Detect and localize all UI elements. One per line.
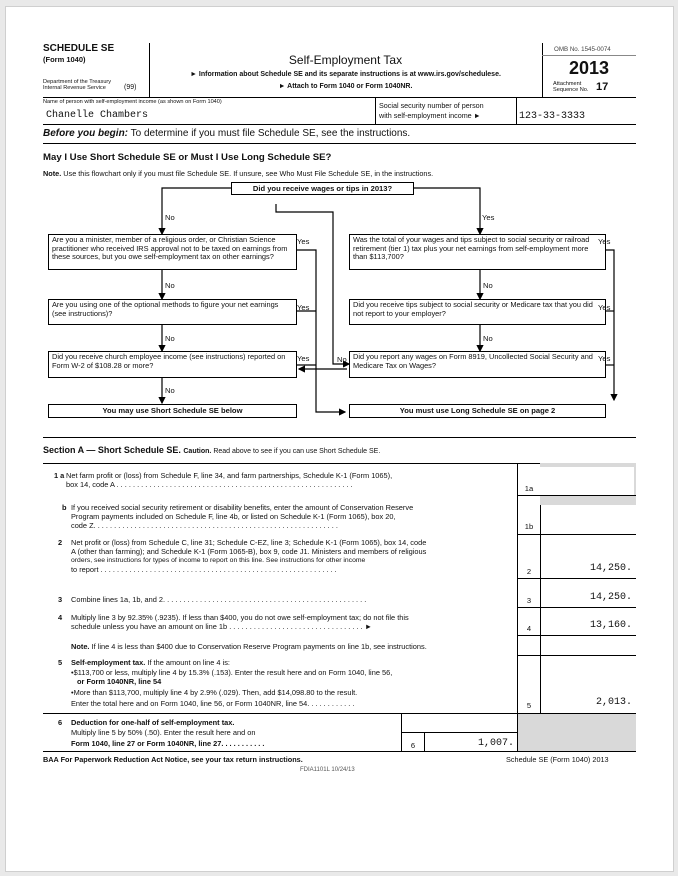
name-label: Name of person with self-employment income (as shown on Form 1040) xyxy=(43,99,222,105)
omb-number: OMB No. 1545-0074 xyxy=(554,46,611,53)
line2-box: 2 xyxy=(526,567,532,576)
question-minister: Are you a minister, member of a religious order, or Christian Science practitioner who received IRS approval not to be taxed on earnings from these sources, but you owe self-employment tax on other earnings? xyxy=(48,234,297,270)
line1a-amount-field[interactable] xyxy=(540,467,634,495)
top-yes-label: Yes xyxy=(482,213,495,222)
line1a-box: 1a xyxy=(524,484,534,493)
attachment-label: Attachment xyxy=(553,81,582,87)
line2-text4: to report . . . . . . . . . . . . . . . . . . . . . . . . . . . . . . . . . . . . . . . . . . . . . . . . . . . . . . . . . . xyxy=(71,566,337,574)
tips-no-label: No xyxy=(483,334,493,343)
question-wages-tips: Did you receive wages or tips in 2013? xyxy=(231,182,414,195)
wages-yes-label: Yes xyxy=(598,237,611,246)
footer-form-id: Schedule SE (Form 1040) 2013 xyxy=(506,755,609,764)
top-no-label: No xyxy=(165,213,175,222)
result-long-schedule: You must use Long Schedule SE on page 2 xyxy=(349,404,606,418)
optional-yes-label: Yes xyxy=(297,303,310,312)
line6-text1: Multiply line 5 by 50% (.50). Enter the result here and on xyxy=(71,728,256,737)
question-form-8919: Did you report any wages on Form 8919, Uncollected Social Security and Medicare Tax on Wages? xyxy=(349,351,606,378)
minister-yes-label: Yes xyxy=(297,237,310,246)
info-line: ► Information about Schedule SE and its separate instructions is at www.irs.gov/schedulese. xyxy=(190,71,501,78)
line5-number: 5 xyxy=(58,658,63,667)
line5-bullet2: •More than $113,700, multiply line 4 by 2.9% (.029). Then, add $14,098.80 to the result. xyxy=(71,689,358,697)
form-subtitle: (Form 1040) xyxy=(43,55,86,64)
line6-amount-field[interactable]: 1,007. xyxy=(477,738,514,749)
line3-text: Combine lines 1a, 1b, and 2. . . . . . . . . . . . . . . . . . . . . . . . . . . . . . . . . . . . . . . . . . . . . . . . . . xyxy=(71,596,367,604)
line5-title: Self-employment tax. xyxy=(71,658,146,667)
line1b-amount-field[interactable] xyxy=(541,507,635,533)
line1b-text1: If you received social security retirement or disability benefits, enter the amount of Conservation Reserve xyxy=(71,504,414,512)
line5-text1: If the amount on line 4 is: xyxy=(145,658,230,667)
line1a-text2: box 14, code A . . . . . . . . . . . . . . . . . . . . . . . . . . . . . . . . . . . . . . . . . . . . . . . . . . . . . . . . . . xyxy=(66,481,353,489)
line1b-number: b xyxy=(62,503,67,512)
footer-code: FDIA1101L 10/24/13 xyxy=(300,767,355,773)
question-total-wages: Was the total of your wages and tips subject to social security or railroad retirement (tier 1) tax plus your net earnings from self-employment more than $113,700? xyxy=(349,234,606,270)
line4-box: 4 xyxy=(526,624,532,633)
line5-bullet1b: or Form 1040NR, line 54 xyxy=(77,677,162,686)
caution-label: Caution. xyxy=(183,448,212,455)
question-tips: Did you receive tips subject to social security or Medicare tax that you did not report to your employer? xyxy=(349,299,606,325)
line5-amount-field[interactable]: 2,013. xyxy=(595,697,632,708)
section-a-title: Section A — Short Schedule SE. xyxy=(43,445,181,455)
dept-code: (99) xyxy=(124,84,137,91)
line1b-text2: Program payments included on Schedule F, line 4b, or listed on Schedule K-1 (Form 1065), box 20, xyxy=(71,513,396,521)
line4-number: 4 xyxy=(58,613,63,622)
main-title: Self-Employment Tax xyxy=(288,53,403,67)
line4-amount-field[interactable]: 13,160. xyxy=(589,620,632,631)
before-label: Before you begin: xyxy=(43,128,129,139)
optional-no-label: No xyxy=(165,334,175,343)
ssn-label1: Social security number of person xyxy=(379,101,484,110)
question-optional-methods: Are you using one of the optional methods to figure your net earnings (see instructions)? xyxy=(48,299,297,325)
note-label: Note. xyxy=(43,169,62,178)
shaded-area-line6 xyxy=(518,714,636,751)
note4-label: Note. xyxy=(71,643,90,651)
dept-line1: Department of the Treasury xyxy=(43,79,112,85)
line6-box: 6 xyxy=(410,741,416,750)
line6-number: 6 xyxy=(58,718,63,727)
church-yes-label: Yes xyxy=(297,354,310,363)
line5-heading xyxy=(71,659,514,668)
line4-text1: Multiply line 3 by 92.35% (.9235). If less than $400, you do not owe self-employment tax; do not file this xyxy=(71,614,409,622)
line3-number: 3 xyxy=(58,595,63,604)
dept-line2: Internal Revenue Service xyxy=(43,85,106,91)
line1b-box: 1b xyxy=(524,522,534,531)
line3-amount-field[interactable]: 14,250. xyxy=(589,592,632,603)
note4-text: If line 4 is less than $400 due to Conservation Reserve Program payments on line 1b, see instructions. xyxy=(89,643,427,651)
result-short-schedule: You may use Short Schedule SE below xyxy=(48,404,297,418)
ssn-field[interactable]: 123-33-3333 xyxy=(519,111,586,122)
form8919-no-label: No xyxy=(337,355,347,364)
line2-number: 2 xyxy=(58,538,63,547)
line1a-number: 1 a xyxy=(54,471,65,480)
question-church-income: Did you receive church employee income (see instructions) reported on Form W-2 of $108.28 or more? xyxy=(48,351,297,378)
form8919-yes-label: Yes xyxy=(598,354,611,363)
caution-text: Read above to see if you can use Short Schedule SE. xyxy=(211,448,381,455)
line1a-text1: Net farm profit or (loss) from Schedule F, line 34, and farm partnerships, Schedule K-1 (Form 1065), xyxy=(66,472,393,480)
minister-no-label: No xyxy=(165,281,175,290)
line5-bullet1a: •$113,700 or less, multiply line 4 by 15.3% (.153). Enter the result here and on Form 1040, line 56, xyxy=(71,669,393,677)
line6-title: Deduction for one-half of self-employment tax. xyxy=(71,718,235,727)
sequence-number: 17 xyxy=(596,81,609,93)
ssn-label2: with self-employment income ► xyxy=(379,111,481,120)
footer-baa: BAA For Paperwork Reduction Act Notice, see your tax return instructions. xyxy=(43,755,303,764)
form-title: SCHEDULE SE xyxy=(43,43,115,54)
line4-text2: schedule unless you have an amount on line 1b . . . . . . . . . . . . . . . . . . . . . . . . . . . . . . . . . ► xyxy=(71,623,373,631)
line2-text1: Net profit or (loss) from Schedule C, line 31; Schedule C-EZ, line 3; Schedule K-1 (Form 1065), box 14, code xyxy=(71,539,427,547)
line1b-text3: code Z. . . . . . . . . . . . . . . . . . . . . . . . . . . . . . . . . . . . . . . . . . . . . . . . . . . . . . . . . . . . xyxy=(71,522,338,530)
form-page xyxy=(5,6,674,872)
line5-bullet3: Enter the total here and on Form 1040, line 56, or Form 1040NR, line 54. . . . . . . . . . . . xyxy=(71,700,355,708)
before-text: To determine if you must file Schedule SE, see the instructions. xyxy=(128,128,411,139)
line2-text3: orders, see instructions for types of income to report on this line. See instructions for other income xyxy=(71,557,366,564)
church-no-label: No xyxy=(165,386,175,395)
line4-note xyxy=(71,643,516,652)
flowchart-heading: May I Use Short Schedule SE or Must I Use Long Schedule SE? xyxy=(43,152,332,163)
wages-no-label: No xyxy=(483,281,493,290)
line3-box: 3 xyxy=(526,596,532,605)
tips-yes-label: Yes xyxy=(598,303,611,312)
sequence-label: Sequence No. xyxy=(553,87,589,93)
line5-box: 5 xyxy=(526,701,532,710)
taxpayer-name-field[interactable]: Chanelle Chambers xyxy=(46,110,149,121)
section-a-heading xyxy=(43,445,380,455)
line2-text2: A (other than farming); and Schedule K-1 (Form 1065-B), box 9, code J1. Ministers and members of religious xyxy=(71,548,427,556)
line2-amount-field[interactable]: 14,250. xyxy=(589,563,632,574)
tax-year: 2013 xyxy=(568,58,610,78)
line6-text2: Form 1040, line 27 or Form 1040NR, line 27. . . . . . . . . . . xyxy=(71,740,265,748)
attach-line: ► Attach to Form 1040 or Form 1040NR. xyxy=(278,83,413,90)
note-text: Use this flowchart only if you must file Schedule SE. If unsure, see Who Must File Schedule SE, in the instructions. xyxy=(61,169,434,178)
